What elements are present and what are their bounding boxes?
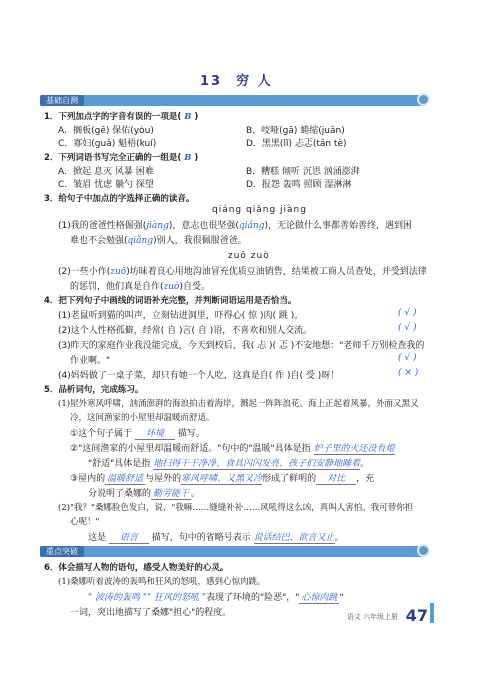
q3-line-2: 难也不会勉强(qiǎng)别人，我很佩服爸爸。 <box>70 236 247 246</box>
banner-dot-icon <box>417 93 430 106</box>
q1-option-c: C．寡妇(guǎ) 魁梧(kuí) <box>58 139 157 149</box>
q2-option-c: C．皱眉 忧虑 躺勺 探望 <box>58 180 154 190</box>
q6-stem: 6．体会描写人物的语句，感受人物美好的心灵。 <box>44 563 229 573</box>
page-number: 47 <box>405 606 428 625</box>
section-label: 基础自测 <box>40 95 84 106</box>
q5-passage-2: (2)"我？"桑娜脸色发白，说，"我嘛……缝缝补补……风吼得这么凶，真叫人害怕。我可替你担 <box>58 503 414 513</box>
q4-stem: 4．把下列句子中画线的词语补充完整，并判断词语运用是否恰当。 <box>44 296 297 306</box>
q5-sub-4: ③屋内的 温暖舒适 与屋外的寒风呼啸、又黑又冷形成了鲜明的 对比 ，充 <box>70 471 374 485</box>
q2-option-a: A．掀起 息灭 风暴 困难 <box>58 167 154 177</box>
q4-line-4: (4)妈妈做了一桌子菜，却只有她一个人吃，这真是自( 作 )自( 受 )呀！ <box>58 371 340 381</box>
q5-sub-3: "舒适"具体是指 地扫得干干净净、食具闪闪发亮、孩子们安静地睡着。 <box>88 456 369 470</box>
q1-answer: B <box>184 112 192 122</box>
q2-option-b: B．糟糕 倾听 沉思 汹涌澎湃 <box>246 167 360 177</box>
q1-option-b: B．吱哑(gā) 蜷缩(juǎn) <box>246 126 345 136</box>
q3-pinyin-2: zuō zuò <box>228 251 270 261</box>
q4-line-2: (2)这个人性格孤僻，经常( 自 )言( 自 )语，不喜欢和别人交流。 <box>58 326 313 336</box>
q4-judge-1: ( √ ) <box>398 308 417 318</box>
q5-sub-1: ①这个句子属于 环境 描写。 <box>70 426 205 440</box>
q1-option-a: A．搁板(gē) 保佑(yòu) <box>58 126 154 136</box>
q4-line-1: (1)老鼠听到猫的叫声，立刻钻进洞里，吓得心( 惊 )肉( 跳 )。 <box>58 311 304 321</box>
section-banner-basic <box>40 95 426 106</box>
lesson-title: 穷 人 <box>236 74 273 89</box>
q3-pinyin-1: qiáng qiǎng jiàng <box>212 205 307 215</box>
q5-passage-1b: 冷，这间渔家的小屋里却温暖而舒适。 <box>70 413 215 423</box>
q6-answer-line: " 波涛的轰鸣 "" 狂风的怒吼 "表现了环境的"险恶"，" 心惊肉跳 " <box>88 590 344 604</box>
q2-option-d: D．报怨 轰鸣 照顾 湿淋淋 <box>246 180 352 190</box>
q4-judge-4: ( × ) <box>398 368 419 378</box>
section-banner-focus <box>40 546 426 557</box>
q5-passage-1: (1)屋外寒风呼啸，汹涌澎湃的海浪拍击着海岸，溅起一阵阵浪花。海上正起着风暴，外面又黑又 <box>58 399 419 409</box>
q5-sub-5: 分说明了桑娜的 勤劳能干 。 <box>88 486 200 500</box>
q3-stem: 3．给句子中加点的字选择正确的读音。 <box>44 194 195 204</box>
footer-book: 语文 六年级上册 <box>346 613 398 621</box>
section-label: 重点突破 <box>40 546 84 557</box>
q5-sub-6: 这是 语言 描写，句中的省略号表示 说话结巴、欲言又止。 <box>88 530 344 544</box>
lesson-number: 13 <box>200 74 223 89</box>
q4-line-3: (3)昨天的家庭作业我没能完成，今天到校后，我( 忐 )( 忑 )不安地想："老师千万别检查我的 <box>58 341 425 351</box>
q6-passage-1: (1)桑娜听着波涛的轰鸣和狂风的怒吼，感到心惊肉跳。 <box>58 577 266 587</box>
q4-judge-3: ( √ ) <box>398 353 417 363</box>
q1-stem: 1．下列加点字的字音有误的一项是( B ) <box>44 112 199 122</box>
q4-line-3b: 作业啊。" <box>70 356 111 366</box>
q2-stem: 2．下列词语书写完全正确的一组是( B ) <box>44 153 199 163</box>
q4-judge-2: ( √ ) <box>398 323 417 333</box>
q5-passage-2b: 心呢！" <box>70 517 100 527</box>
page-title <box>200 70 273 89</box>
q5-stem: 5．品析词句，完成练习。 <box>44 385 144 395</box>
footer-accent-bar <box>430 603 434 623</box>
q3-line-4: 的惩罚，他们真是自作(zuò)自受。 <box>70 282 210 292</box>
banner-dot-icon <box>417 544 430 557</box>
q1-option-d: D．黑黑(lǐ) 忐忑(tǎn tè) <box>246 139 347 149</box>
q5-sub-2: ②"这间渔家的小屋里却温暖而舒适。"句中的"温暖"具体是指 炉子里的火还没有熄 <box>70 441 395 455</box>
q2-answer: B <box>184 153 192 163</box>
q3-line-1: (1)我的爸爸性格倔强(jiàng)，意志也很坚强(qiáng)，无论做什么事都善始善终，遇到困 <box>58 221 412 231</box>
q6-answer-line-2: 一词，突出地描写了桑娜"担心"的程度。 <box>70 608 232 618</box>
q3-line-3: (2)一些小作(zuō)坊昧着良心用地沟油冒充优质豆油销售，结果被工商人员查处，并受到法律 <box>58 267 427 277</box>
